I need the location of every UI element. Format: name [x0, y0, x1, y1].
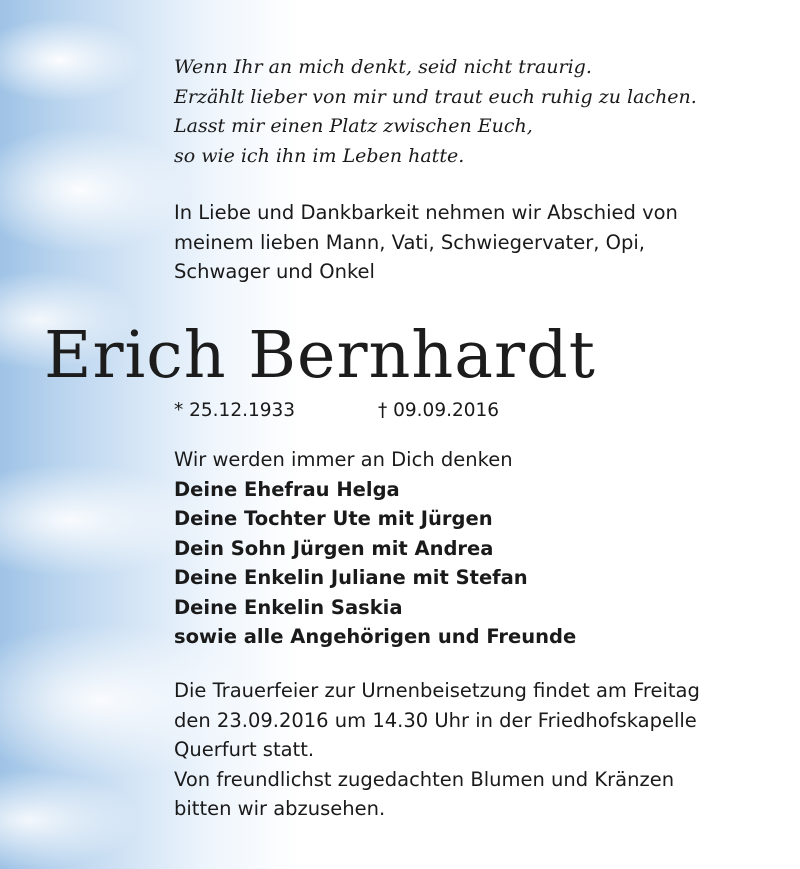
service-details: [174, 676, 774, 824]
family-member: Deine Ehefrau Helga: [174, 477, 400, 501]
poem-line: Wenn Ihr an mich denkt, seid nicht traurig.: [174, 56, 592, 78]
intro-line: meinem lieben Mann, Vati, Schwiegervater, Opi,: [174, 230, 645, 254]
family-member: Deine Enkelin Saskia: [174, 595, 403, 619]
family-intro: Wir werden immer an Dich denken: [174, 448, 513, 471]
intro-line: Schwager und Onkel: [174, 260, 375, 283]
poem-line: Lasst mir einen Platz zwischen Euch,: [174, 115, 533, 137]
poem-line: Erzählt lieber von mir und traut euch ruhig zu lachen.: [174, 85, 697, 108]
service-line: den 23.09.2016 um 14.30 Uhr in der Friedhofskapelle: [174, 708, 697, 732]
deceased-name: Erich Bernhardt: [44, 318, 596, 393]
service-line: Von freundlichst zugedachten Blumen und Kränzen: [174, 767, 675, 791]
memorial-poem: [174, 53, 774, 171]
family-member: sowie alle Angehörigen und Freunde: [174, 625, 577, 648]
death-date: † 09.09.2016: [378, 400, 500, 421]
birth-date: * 25.12.1933: [174, 400, 296, 421]
family-member: Deine Tochter Ute mit Jürgen: [174, 507, 493, 530]
farewell-intro: [174, 198, 774, 287]
service-line: Querfurt statt.: [174, 738, 315, 761]
poem-line: so wie ich ihn im Leben hatte.: [174, 144, 465, 167]
family-member: Dein Sohn Jürgen mit Andrea: [174, 536, 494, 560]
family-member: Deine Enkelin Juliane mit Stefan: [174, 566, 528, 589]
intro-line: In Liebe und Dankbarkeit nehmen wir Abschied von: [174, 201, 678, 224]
family-list: [174, 445, 774, 652]
service-line: bitten wir abzusehen.: [174, 797, 386, 820]
service-line: Die Trauerfeier zur Urnenbeisetzung findet am Freitag: [174, 679, 700, 702]
